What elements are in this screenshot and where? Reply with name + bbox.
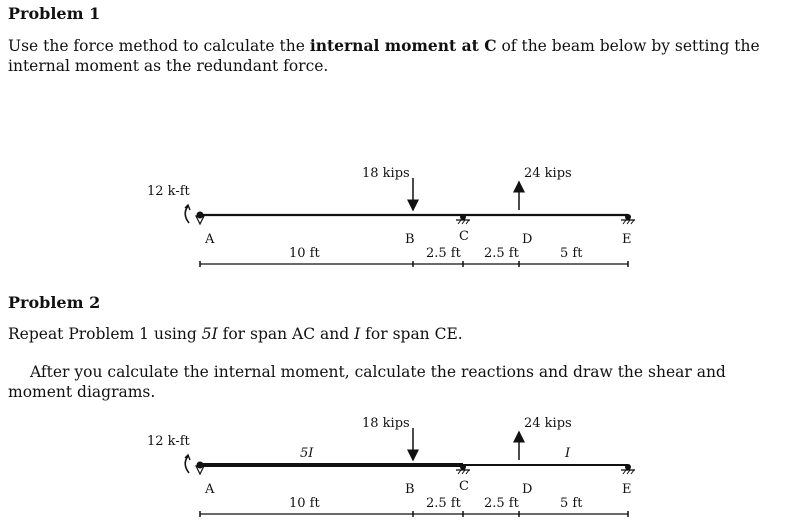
dim-bc: 2.5 ft (426, 496, 461, 511)
load-d-label: 24 kips (524, 166, 572, 181)
problem-2-statement: Repeat Problem 1 using 5I for span AC and I for span CE. (8, 325, 463, 343)
stiffness-ac-label: 5I (300, 446, 314, 461)
point-d-label: D (522, 482, 533, 497)
problem-1-heading: Problem 1 (8, 4, 101, 23)
point-e-label: E (622, 482, 632, 497)
point-b-label: B (405, 482, 415, 497)
point-c-label: C (459, 229, 469, 244)
moment-label: 12 k-ft (147, 434, 190, 449)
dim-cd: 2.5 ft (484, 496, 519, 511)
load-b-label: 18 kips (362, 416, 410, 431)
dim-cd: 2.5 ft (484, 246, 519, 261)
beam-diagram-2 (0, 410, 798, 525)
point-c-label: C (459, 479, 469, 494)
beam-diagram-1 (0, 160, 798, 275)
dim-ab: 10 ft (289, 246, 320, 261)
point-b-label: B (405, 232, 415, 247)
moment-label: 12 k-ft (147, 184, 190, 199)
problem-2-instructions: After you calculate the internal moment, calculate the reactions and draw the shear and moment diagrams. (8, 363, 726, 401)
point-e-label: E (622, 232, 632, 247)
dim-de: 5 ft (560, 246, 583, 261)
dim-bc: 2.5 ft (426, 246, 461, 261)
support-a-icon (185, 455, 204, 474)
support-a-icon (185, 205, 204, 224)
point-a-label: A (205, 232, 215, 247)
stiffness-ce-label: I (565, 446, 571, 461)
point-d-label: D (522, 232, 533, 247)
problem-1-statement: Use the force method to calculate the internal moment at C of the beam below by setting the internal moment as the redundant force. (8, 36, 760, 75)
dim-ab: 10 ft (289, 496, 320, 511)
load-d-label: 24 kips (524, 416, 572, 431)
problem-2-heading: Problem 2 (8, 293, 101, 312)
point-a-label: A (205, 482, 215, 497)
load-b-label: 18 kips (362, 166, 410, 181)
dim-de: 5 ft (560, 496, 583, 511)
